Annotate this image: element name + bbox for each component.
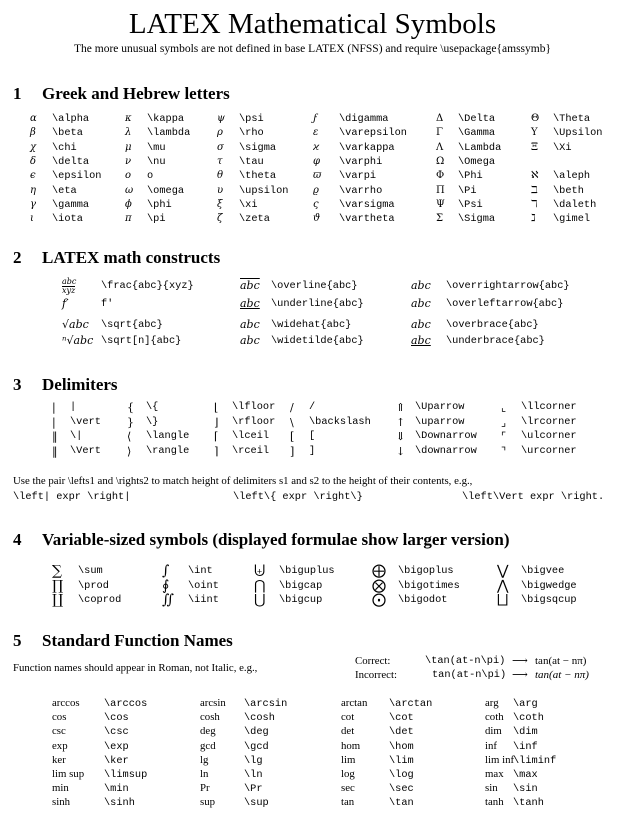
greek-symbol: β [30,127,36,139]
greek-command: \delta [52,155,90,168]
delimiter-command: \Uparrow [415,401,465,413]
greek-symbol: ι [30,213,34,225]
greek-symbol: ξ [217,198,223,210]
correct-result: tan(at − nπ) [535,655,587,667]
varsized-command: \coprod [78,594,122,606]
delimiter-symbol: ] [290,444,295,458]
delimiter-symbol: ⇓ [396,430,406,443]
delimiter-example-2: \left\{ expr \right\} [233,491,363,503]
greek-command: \Gamma [458,127,496,140]
greek-command: \Delta [458,113,496,125]
greek-command: \beta [52,127,83,140]
function-command: \deg [244,726,269,739]
function-command: \dim [513,726,538,739]
varsized-symbol: ⨄ [254,563,266,579]
function-command: \ker [104,754,129,767]
delimiter-command: \uparrow [415,415,465,428]
section-2-number: 2 [13,248,22,267]
delimiter-example-3: \left\Vert expr \right. [462,491,605,503]
function-name: dim [485,725,502,738]
construct-symbol: f′ [62,297,69,310]
function-name: arctan [341,697,368,709]
greek-command: \Psi [458,198,483,211]
section-4-title: Variable-sized symbols (displayed formulae show larger version) [42,530,510,549]
section-4-number: 4 [13,530,22,549]
function-name: Pr [200,782,210,795]
delimiter-command: \lceil [232,430,270,442]
delimiter-symbol: ⌋ [214,415,219,429]
function-command: \max [513,769,538,781]
greek-command: \psi [239,113,264,125]
greek-command: \upsilon [239,184,289,197]
function-name: tanh [485,796,504,809]
greek-command: \rho [239,127,264,140]
function-name: arccos [52,697,80,709]
delimiter-command: \rangle [146,444,190,457]
delimiter-command: \llcorner [521,401,577,413]
delimiter-symbol: ↓ [396,444,406,458]
function-command: \sec [389,783,414,796]
construct-symbol: abc [411,297,431,310]
function-note: Function names should appear in Roman, not Italic, e.g., [13,662,258,674]
function-name: cos [52,711,67,724]
greek-symbol: Φ [436,170,445,182]
function-command: \cosh [244,712,275,725]
greek-symbol: χ [30,141,37,153]
function-command: \tanh [513,797,544,810]
greek-command: \zeta [239,213,270,226]
greek-command: \Upsilon [553,127,603,140]
greek-symbol: o [125,170,132,182]
delimiter-symbol: ⌟ [501,415,507,429]
function-command: \arccos [104,698,148,710]
page-title: LATEX Mathematical Symbols [128,8,497,40]
greek-command: \Pi [458,184,477,197]
varsized-symbol: ⨀ [372,592,386,608]
delimiter-command: \Vert [70,444,101,457]
delimiter-command: \rfloor [232,415,276,428]
delimiter-symbol: ⌈ [214,430,219,443]
function-name: coth [485,711,504,724]
construct-command: \underbrace{abc} [446,335,545,347]
greek-symbol: μ [125,141,132,153]
greek-symbol: ρ [217,127,223,139]
function-name: ker [52,753,66,766]
greek-symbol: Γ [436,127,443,139]
greek-command: \Omega [458,155,496,168]
function-name: log [341,768,355,780]
greek-symbol: Υ [531,127,538,139]
function-name: cosh [200,711,220,724]
delimiter-symbol: [ [290,430,295,443]
greek-symbol: θ [217,170,224,182]
function-command: \arcsin [244,698,288,710]
varsized-command: \sum [78,565,103,577]
delimiter-symbol: ↑ [396,415,406,429]
delimiter-symbol: ‖ [52,430,58,443]
greek-symbol: ℷ [531,213,536,225]
delimiter-command: \lrcorner [521,415,577,428]
delimiter-symbol: | [52,401,56,414]
delimiter-symbol: ⌜ [501,430,507,443]
delimiter-command: \} [146,415,159,428]
function-name: det [341,725,355,738]
function-command: \det [389,726,414,739]
function-name: sec [341,782,355,795]
section-3-number: 3 [13,375,22,394]
delimiter-command: ] [309,444,316,457]
greek-command: \sigma [239,141,277,154]
greek-symbol: ν [125,155,132,167]
function-name: sinh [52,796,70,809]
function-name: inf [485,739,497,752]
delimiter-command: \langle [146,430,190,442]
greek-symbol: ϵ [30,170,36,182]
varsized-symbol: ∫ [162,563,170,579]
varsized-symbol: ∑ [52,563,62,579]
delimiter-command: \| [70,430,83,442]
greek-command: \nu [147,155,166,168]
varsized-symbol: ∐ [52,592,64,608]
section-2-title: LATEX math constructs [42,248,221,267]
function-command: \hom [389,740,414,753]
delimiter-command: \urcorner [521,444,577,457]
varsized-symbol: ∏ [52,577,64,594]
delimiter-symbol: ⌞ [501,401,507,414]
delimiters-note: Use the pair \lefts1 and \rights2 to match height of delimiters s1 and s2 to the height of their contents, e.g., [13,475,473,487]
greek-command: \aleph [553,170,591,183]
greek-symbol: α [30,113,37,124]
greek-symbol: λ [125,127,132,139]
page-subtitle: The more unusual symbols are not defined in base LATEX (NFSS) and require \usepackage{amssymb} [74,43,551,55]
greek-symbol: ϱ [313,184,319,196]
construct-symbol: abc [240,297,260,310]
greek-command: \eta [52,184,77,197]
greek-symbol: Ψ [436,198,445,210]
section-3-title: Delimiters [42,375,118,394]
greek-command: \kappa [147,113,185,125]
function-command: \liminf [513,754,557,767]
varsized-command: \bigotimes [398,579,460,592]
delimiter-symbol: { [127,401,134,414]
function-name: sin [485,782,498,795]
construct-symbol: abc [411,279,431,292]
section-1-number: 1 [13,84,22,103]
greek-command: \Theta [553,113,591,125]
varsized-command: \biguplus [279,565,335,577]
greek-command: \digamma [339,113,389,125]
greek-symbol: δ [30,155,37,167]
greek-symbol: ε [313,127,319,139]
varsized-symbol: ∮ [162,577,170,594]
greek-command: \varpi [339,170,377,183]
function-command: \exp [104,740,129,753]
section-1-title: Greek and Hebrew letters [42,84,230,103]
greek-symbol: Σ [436,213,444,225]
varsized-command: \prod [78,579,109,592]
function-command: \lim [389,754,414,767]
delimiter-command: [ [309,430,316,442]
delimiter-command: \rceil [232,444,270,457]
greek-command: \tau [239,155,264,168]
greek-symbol: ϖ [313,170,322,182]
greek-command: \gimel [553,213,591,226]
greek-command: \varrho [339,184,383,197]
greek-command: \iota [52,213,83,226]
greek-command: \theta [239,170,277,183]
greek-symbol: Ξ [531,141,539,153]
greek-symbol: π [125,213,132,225]
greek-symbol: ς [313,198,319,210]
construct-command: f' [101,298,114,310]
construct-symbol: abc [411,318,431,331]
greek-symbol: Δ [436,113,444,124]
varsized-command: \bigcup [279,594,323,606]
construct-symbol: $\overline{abc}$ [240,279,260,292]
correct-code: \tan(at-n\pi) [425,655,506,667]
greek-symbol: κ [125,113,132,124]
incorrect-arrow-icon: ⟶ [512,668,528,681]
greek-command: \beth [553,184,584,197]
delimiter-command: / [309,401,316,413]
function-command: \tan [389,797,414,810]
function-command: \min [104,783,129,796]
function-name: cot [341,711,355,724]
delimiter-command: \ulcorner [521,430,577,442]
delimiter-command: \vert [70,415,101,428]
greek-command: \varepsilon [339,127,407,140]
function-name: csc [52,725,66,738]
function-name: max [485,768,504,780]
greek-command: \Sigma [458,213,496,226]
function-name: sup [200,796,215,809]
greek-symbol: ℵ [531,170,539,182]
function-name: tan [341,796,355,809]
greek-command: \Lambda [458,141,502,154]
greek-symbol: φ [313,155,321,167]
greek-command: \Phi [458,170,483,183]
greek-symbol: ϰ [313,141,320,153]
greek-symbol: γ [30,198,36,210]
function-command: \coth [513,712,544,725]
greek-symbol: υ [217,184,224,196]
greek-command: \phi [147,198,172,211]
varsized-command: \iint [188,594,219,606]
varsized-symbol: ⋂ [254,577,266,594]
function-command: \cos [104,712,129,725]
function-command: \arg [513,698,538,710]
delimiter-command: | [70,401,77,413]
varsized-symbol: ∬ [162,592,174,608]
correct-arrow-icon: ⟶ [512,654,528,667]
greek-command: \xi [239,198,258,211]
greek-symbol: ω [125,184,134,196]
varsized-command: \bigsqcup [521,594,577,606]
greek-symbol: Θ [531,113,540,124]
greek-symbol: ℸ [531,198,538,210]
construct-symbol: abc [240,318,260,331]
delimiter-symbol: ⟨ [127,430,132,443]
function-name: hom [341,739,361,752]
varsized-command: \bigoplus [398,565,454,577]
greek-command: \lambda [147,127,191,140]
function-command: \log [389,769,414,781]
construct-command: \overrightarrow{abc} [446,280,570,292]
construct-command: \widehat{abc} [271,319,352,331]
greek-command: \chi [52,141,77,154]
function-name: exp [52,739,68,752]
delimiter-symbol: ⇑ [396,401,406,414]
function-command: \Pr [244,783,263,796]
delimiter-symbol: / [290,401,294,414]
section-5-title: Standard Function Names [42,631,233,650]
delimiter-symbol: \ [290,415,294,429]
function-name: gcd [200,739,216,752]
delimiter-example-1: \left| expr \right| [13,491,131,503]
greek-command: \varphi [339,155,383,168]
fraction-denominator: xyz [62,286,76,295]
varsized-symbol: ⋀ [497,577,509,594]
greek-symbol: ψ [217,113,225,124]
construct-command: \overleftarrow{abc} [446,298,564,310]
greek-command: \mu [147,141,166,154]
varsized-symbol: ⋁ [497,563,509,579]
function-name: lg [200,753,209,766]
greek-command: \pi [147,213,166,226]
construct-symbol: ⁿ√abc [62,334,94,347]
delimiter-symbol: ⌝ [501,444,507,458]
greek-command: \alpha [52,113,90,125]
function-command: \inf [513,740,538,753]
delimiter-symbol: | [52,415,56,429]
greek-symbol: η [30,184,36,196]
construct-command: \widetilde{abc} [271,335,364,347]
construct-symbol: abc [411,334,431,347]
construct-command: \sqrt{abc} [101,319,163,331]
greek-command: \Xi [553,141,572,154]
varsized-command: \oint [188,579,219,592]
greek-command: \epsilon [52,170,102,183]
varsized-command: \bigcap [279,579,323,592]
delimiter-command: \lfloor [232,401,276,413]
construct-command: \overline{abc} [271,280,358,292]
function-name: deg [200,725,216,738]
function-name: arg [485,697,499,709]
varsized-command: \bigvee [521,565,565,577]
function-command: \gcd [244,740,269,753]
greek-command: \omega [147,184,185,197]
delimiter-command: \downarrow [415,444,477,457]
fraction-numerator: abc [62,277,77,286]
greek-symbol: σ [217,141,224,153]
delimiter-command: \backslash [309,415,371,428]
greek-symbol: ϝ [313,113,318,124]
greek-symbol: Π [436,184,445,196]
function-command: \lg [244,754,263,767]
varsized-symbol: ⨁ [372,563,386,579]
function-command: \arctan [389,698,433,710]
varsized-symbol: ⨆ [497,592,509,608]
greek-command: \daleth [553,198,597,211]
function-command: \limsup [104,769,148,781]
varsized-command: \bigodot [398,594,448,606]
greek-symbol: τ [217,155,223,167]
function-name: min [52,782,69,795]
function-command: \csc [104,726,129,739]
function-name: arcsin [200,697,226,709]
greek-command: \gamma [52,198,90,211]
incorrect-result: tan(at − nπ) [535,669,589,681]
greek-symbol: Λ [436,141,444,153]
varsized-command: \bigwedge [521,579,577,592]
function-name: ln [200,768,209,780]
greek-symbol: ζ [217,213,223,225]
construct-command: \frac{abc}{xyz} [101,280,194,292]
greek-symbol: ϑ [313,213,321,225]
delimiter-symbol: } [127,415,134,429]
construct-symbol: abc [240,334,260,347]
function-name: lim sup [52,768,85,780]
function-name: lim [341,753,356,766]
greek-command: \varsigma [339,198,395,211]
section-5-number: 5 [13,631,22,650]
delimiter-symbol: ‖ [52,444,58,458]
function-command: \sin [513,783,538,796]
construct-command: \sqrt[n]{abc} [101,335,182,347]
construct-symbol: √abc [62,318,89,331]
function-command: \sup [244,797,269,810]
delimiter-command: \{ [146,401,159,413]
function-command: \sinh [104,797,135,810]
varsized-symbol: ⋃ [254,592,266,608]
function-command: \ln [244,769,263,781]
construct-command: \underline{abc} [271,298,364,310]
greek-symbol: ϕ [125,198,132,210]
incorrect-code: tan(at-n\pi) [432,669,507,681]
greek-command: \vartheta [339,213,395,226]
greek-command: o [147,170,154,183]
function-name: lim inf [485,753,515,766]
delimiter-symbol: ⟩ [127,444,132,458]
function-command: \cot [389,712,414,725]
greek-command: \varkappa [339,141,395,154]
varsized-symbol: ⨂ [372,577,386,594]
construct-command: \overbrace{abc} [446,319,539,331]
varsized-command: \int [188,565,213,577]
greek-symbol: Ω [436,155,445,167]
delimiter-symbol: ⌊ [214,401,219,414]
delimiter-command: \Downarrow [415,430,477,442]
correct-label: Correct: [355,655,391,667]
incorrect-label: Incorrect: [355,669,397,681]
greek-symbol: ℶ [531,184,538,196]
delimiter-symbol: ⌉ [214,444,219,458]
